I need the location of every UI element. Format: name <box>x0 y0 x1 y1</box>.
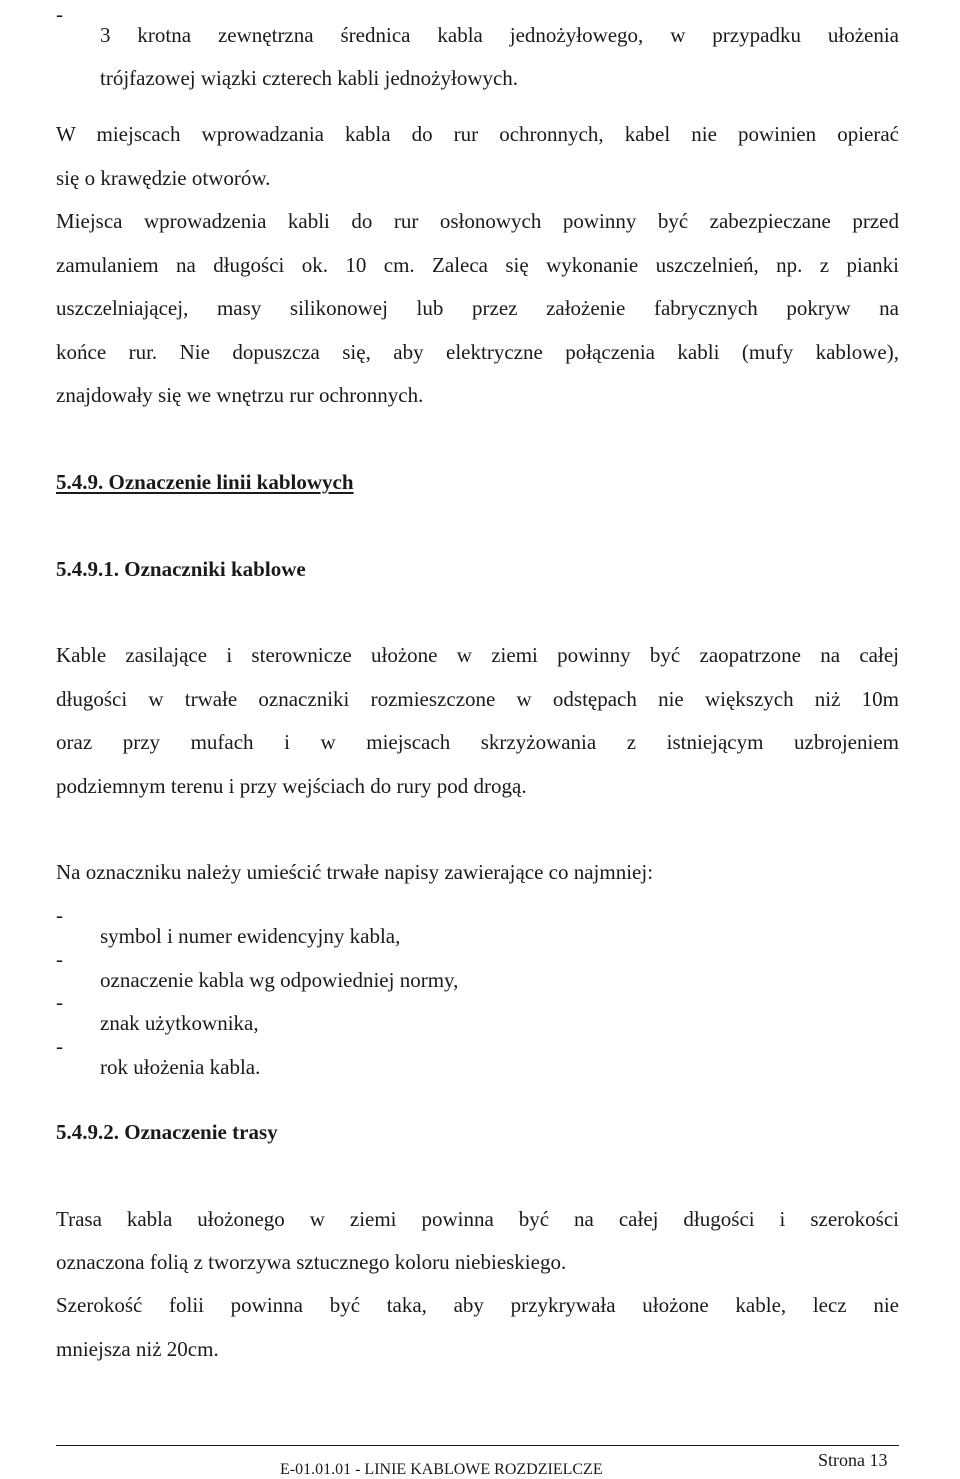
list-dash: - <box>56 1034 63 1058</box>
paragraph-line: się o krawędzie otworów. <box>56 166 271 190</box>
section-heading: 5.4.9. Oznaczenie linii kablowych <box>56 470 354 494</box>
list-item: oznaczenie kabla wg odpowiedniej normy, <box>100 968 459 992</box>
paragraph-line: podziemnym terenu i przy wejściach do rury pod drogą. <box>56 774 527 798</box>
paragraph-line: Kable zasilające i sterownicze ułożone w ziemi powinny być zaopatrzone na całej <box>56 643 899 667</box>
list-dash: - <box>56 990 63 1014</box>
paragraph-line: znajdowały się we wnętrzu rur ochronnych. <box>56 383 424 407</box>
list-intro: Na oznaczniku należy umieścić trwałe napisy zawierające co najmniej: <box>56 860 654 884</box>
list-item-line: 3 krotna zewnętrzna średnica kabla jednożyłowego, w przypadku ułożenia <box>100 23 899 47</box>
footer-document-code: E-01.01.01 - LINIE KABLOWE ROZDZIELCZE <box>280 1461 603 1478</box>
paragraph-line: końce rur. Nie dopuszcza się, aby elektryczne połączenia kabli (mufy kablowe), <box>56 340 899 364</box>
paragraph-line: Miejsca wprowadzenia kabli do rur osłonowych powinny być zabezpieczane przed <box>56 209 899 233</box>
paragraph-line: Szerokość folii powinna być taka, aby przykrywała ułożone kable, lecz nie <box>56 1293 899 1317</box>
paragraph-line: oraz przy mufach i w miejscach skrzyżowania z istniejącym uzbrojeniem <box>56 730 899 754</box>
list-dash: - <box>56 903 63 927</box>
subsection-heading: 5.4.9.1. Oznaczniki kablowe <box>56 557 306 581</box>
paragraph-line: zamulaniem na długości ok. 10 cm. Zaleca się wykonanie uszczelnień, np. z pianki <box>56 253 899 277</box>
list-item: symbol i numer ewidencyjny kabla, <box>100 924 401 948</box>
list-item: znak użytkownika, <box>100 1011 259 1035</box>
paragraph-line: oznaczona folią z tworzywa sztucznego koloru niebieskiego. <box>56 1250 567 1274</box>
paragraph-line: W miejscach wprowadzania kabla do rur ochronnych, kabel nie powinien opierać <box>56 122 899 146</box>
paragraph-line: Trasa kabla ułożonego w ziemi powinna być na całej długości i szerokości <box>56 1207 899 1231</box>
paragraph-line: długości w trwałe oznaczniki rozmieszczone w odstępach nie większych niż 10m <box>56 687 899 711</box>
paragraph-line: mniejsza niż 20cm. <box>56 1337 219 1361</box>
footer-divider <box>56 1445 899 1446</box>
footer-page-number: Strona 13 <box>818 1450 888 1470</box>
list-dash: - <box>56 2 63 26</box>
list-item: rok ułożenia kabla. <box>100 1055 261 1079</box>
paragraph-line: uszczelniającej, masy silikonowej lub przez założenie fabrycznych pokryw na <box>56 296 899 320</box>
list-dash: - <box>56 947 63 971</box>
list-item-line: trójfazowej wiązki czterech kabli jednożyłowych. <box>100 66 519 90</box>
subsection-heading: 5.4.9.2. Oznaczenie trasy <box>56 1120 278 1144</box>
